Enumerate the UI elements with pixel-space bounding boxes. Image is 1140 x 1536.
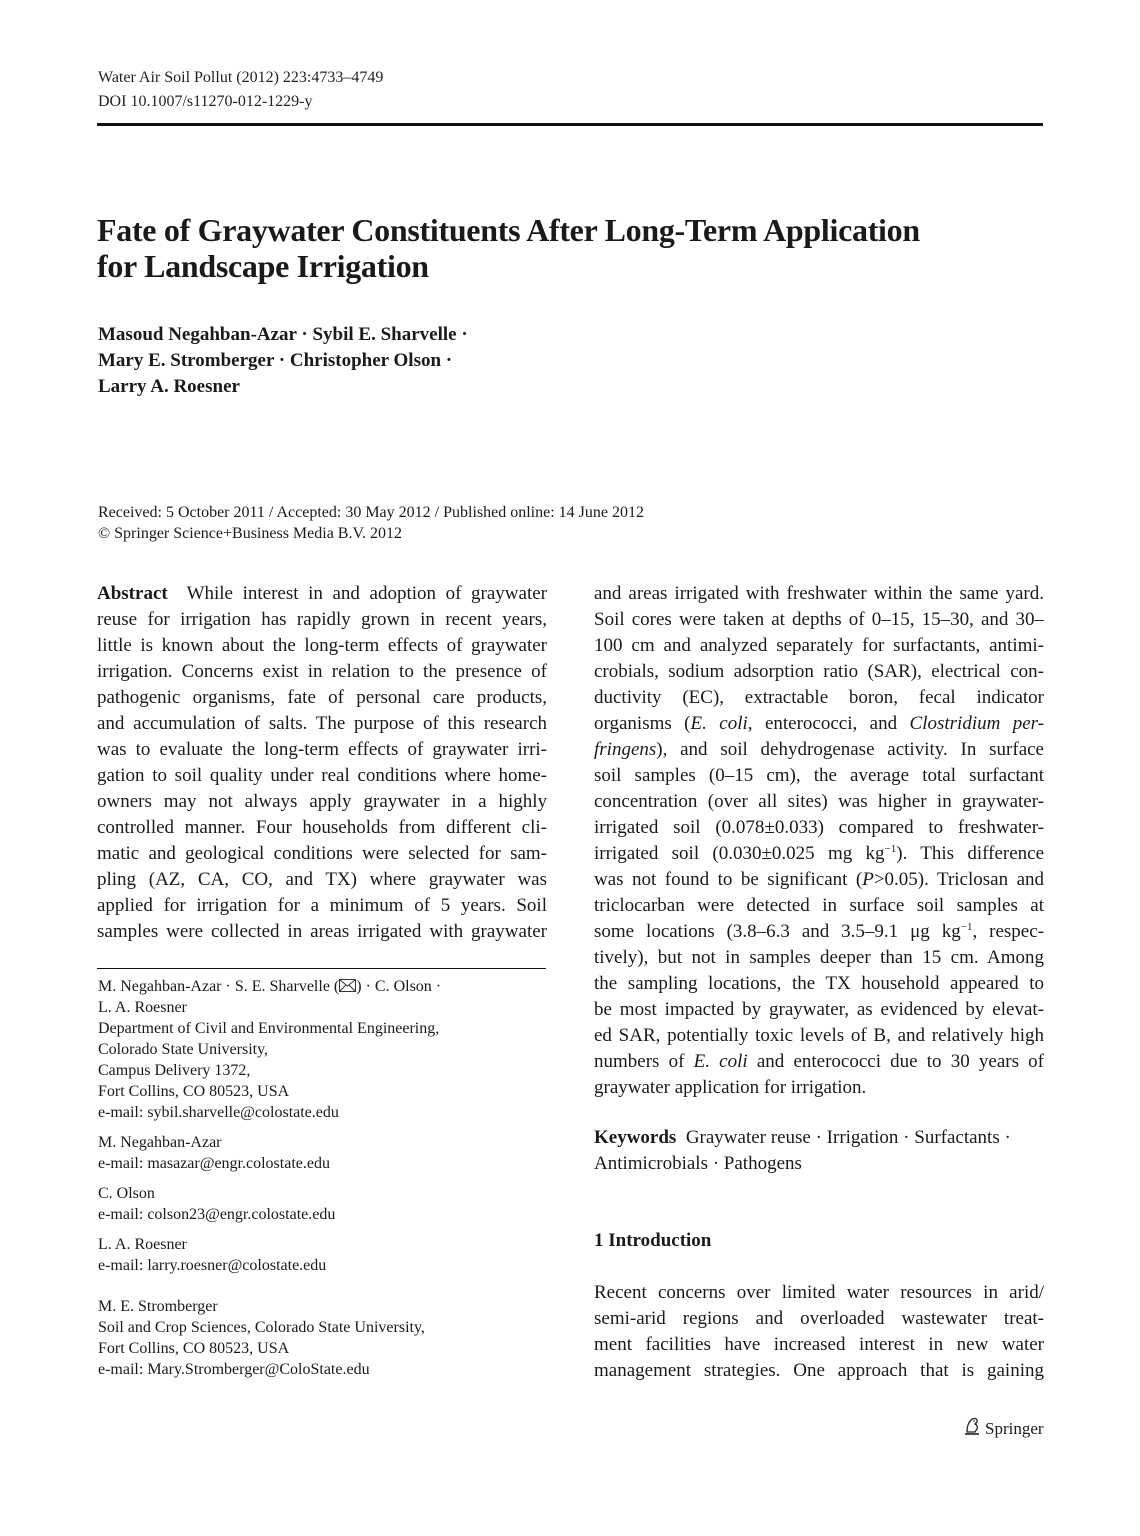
abstract-line: and areas irrigated with freshwater within the same yard. xyxy=(594,583,1044,604)
envelope-icon xyxy=(339,979,356,992)
intro-line: management strategies. One approach that is gaining xyxy=(594,1360,1044,1381)
publisher-name: Springer xyxy=(985,1419,1044,1438)
affiliation-name: C. Olson xyxy=(98,1185,155,1202)
affiliation-roesner xyxy=(98,1234,558,1276)
intro-line: semi-arid regions and overloaded wastewater treat- xyxy=(594,1308,1044,1329)
abstract-line: soil samples (0–15 cm), the average total surfactant xyxy=(594,765,1044,786)
authors-line: Larry A. Roesner xyxy=(98,376,240,397)
affiliation-line: Campus Delivery 1372, xyxy=(98,1062,251,1079)
abstract-line: tively), but not in samples deeper than 15 cm. Among xyxy=(594,947,1044,968)
affiliation-line: Soil and Crop Sciences, Colorado State University, xyxy=(98,1319,425,1336)
abstract-line: concentration (over all sites) was higher in graywater- xyxy=(594,791,1044,812)
affiliation-line: M. Negahban-Azar · S. E. Sharvelle ( ) · C. Olson · xyxy=(98,978,442,995)
abstract-line: graywater application for irrigation. xyxy=(594,1077,867,1098)
affiliations xyxy=(98,976,558,1389)
abstract-line: and accumulation of salts. The purpose of this research xyxy=(97,713,547,734)
abstract-right-column xyxy=(594,581,1044,1101)
affiliation-stromberger xyxy=(98,1296,558,1380)
header-rule xyxy=(97,123,1043,126)
abstract-line: be most impacted by graywater, as evidenced by elevat- xyxy=(594,999,1044,1020)
abstract-line: numbers of E. coli and enterococci due to 30 years of xyxy=(594,1051,1044,1072)
abstract-line: samples were collected in areas irrigated with graywater xyxy=(97,921,547,942)
affiliation-main xyxy=(98,976,558,1123)
affiliation-line: L. A. Roesner xyxy=(98,999,187,1016)
affiliation-line: Fort Collins, CO 80523, USA xyxy=(98,1340,290,1357)
affiliation-line: Fort Collins, CO 80523, USA xyxy=(98,1083,290,1100)
abstract-line: pathogenic organisms, fate of personal care products, xyxy=(97,687,547,708)
doi: DOI 10.1007/s11270-012-1229-y xyxy=(98,93,313,110)
authors-line: Mary E. Stromberger · Christopher Olson · xyxy=(98,350,453,371)
abstract-line: matic and geological conditions were selected for sam- xyxy=(97,843,547,864)
abstract-line: ductivity (EC), extractable boron, fecal indicator xyxy=(594,687,1044,708)
abstract-line: was not found to be significant (P>0.05). Triclosan and xyxy=(594,869,1045,890)
abstract-line: irrigated soil (0.030±0.025 mg $kg^{-1}$). This difference xyxy=(594,843,1045,864)
abstract-line: 100 cm and analyzed separately for surfactants, antimi- xyxy=(594,635,1044,656)
abstract-line: irrigated soil (0.078±0.033) compared to freshwater- xyxy=(594,817,1044,838)
abstract-line: controlled manner. Four households from different cli- xyxy=(97,817,547,838)
abstract-line: owners may not always apply graywater in a highly xyxy=(97,791,547,812)
email-link[interactable]: e-mail: larry.roesner@colostate.edu xyxy=(98,1257,327,1274)
email-link[interactable]: e-mail: masazar@engr.colostate.edu xyxy=(98,1155,330,1172)
email-link[interactable]: e-mail: Mary.Stromberger@ColoState.edu xyxy=(98,1361,370,1378)
keywords-line: Antimicrobials · Pathogens xyxy=(594,1153,802,1174)
abstract-line: applied for irrigation for a minimum of 5 years. Soil xyxy=(97,895,547,916)
affiliation-rule xyxy=(97,968,546,969)
abstract-line: organisms (E. coli, enterococci, and Clostridium per- xyxy=(594,713,1045,734)
abstract-line: Soil cores were taken at depths of 0–15, 15–30, and 30– xyxy=(594,609,1044,630)
abstract-line: irrigation. Concerns exist in relation to the presence of xyxy=(97,661,547,682)
intro-line: ment facilities have increased interest in new water xyxy=(594,1334,1044,1355)
abstract-label: Abstract xyxy=(97,583,168,604)
affiliation-name: M. E. Stromberger xyxy=(98,1298,218,1315)
keywords-label: Keywords xyxy=(594,1127,677,1148)
email-link[interactable]: e-mail: sybil.sharvelle@colostate.edu xyxy=(98,1104,339,1121)
introduction-text xyxy=(594,1280,1044,1384)
abstract-line: gation to soil quality under real conditions where home- xyxy=(97,765,547,786)
keywords xyxy=(594,1125,1044,1177)
abstract-line: triclocarban were detected in surface soil samples at xyxy=(594,895,1044,916)
abstract-line: little is known about the long-term effects of graywater xyxy=(97,635,547,656)
abstract-line: some locations (3.8–6.3 and 3.5–9.1 μg $kg^{-1}$, respec- xyxy=(594,921,1044,942)
intro-line: Recent concerns over limited water resources in arid/ xyxy=(594,1282,1044,1303)
copyright: © Springer Science+Business Media B.V. 2012 xyxy=(98,525,402,542)
publication-dates xyxy=(98,502,644,544)
keywords-line: Keywords Graywater reuse · Irrigation · Surfactants · xyxy=(594,1127,1011,1148)
author-list xyxy=(98,322,468,400)
paper-title xyxy=(97,212,1017,284)
abstract-line: fringens), and soil dehydrogenase activity. In surface xyxy=(594,739,1044,760)
affiliation-line: Department of Civil and Environmental Engineering, xyxy=(98,1020,440,1037)
abstract-line: pling (AZ, CA, CO, and TX) where graywater was xyxy=(97,869,547,890)
history-dates: Received: 5 October 2011 / Accepted: 30 May 2012 / Published online: 14 June 2012 xyxy=(98,504,644,521)
abstract-line: was to evaluate the long-term effects of graywater irri- xyxy=(97,739,547,760)
affiliation-line: Colorado State University, xyxy=(98,1041,269,1058)
title-line: for Landscape Irrigation xyxy=(97,248,429,284)
affiliation-name: L. A. Roesner xyxy=(98,1236,187,1253)
section-heading-introduction: 1 Introduction xyxy=(594,1230,712,1251)
journal-citation: Water Air Soil Pollut (2012) 223:4733–4749 xyxy=(98,69,384,86)
running-header xyxy=(98,66,383,114)
title-line: Fate of Graywater Constituents After Long-Term Application xyxy=(97,212,920,248)
affiliation-olson xyxy=(98,1183,558,1225)
publisher-logo xyxy=(963,1416,1044,1442)
abstract-line: reuse for irrigation has rapidly grown in recent years, xyxy=(97,609,547,630)
abstract-line: the sampling locations, the TX household appeared to xyxy=(594,973,1044,994)
springer-horse-icon xyxy=(963,1416,981,1442)
affiliation-negahban xyxy=(98,1132,558,1174)
abstract-line: Abstract While interest in and adoption of graywater xyxy=(97,583,547,604)
abstract-line: ed SAR, potentially toxic levels of B, and relatively high xyxy=(594,1025,1044,1046)
email-link[interactable]: e-mail: colson23@engr.colostate.edu xyxy=(98,1206,336,1223)
authors-line: Masoud Negahban-Azar · Sybil E. Sharvelle · xyxy=(98,324,468,345)
affiliation-name: M. Negahban-Azar xyxy=(98,1134,222,1151)
abstract-left-column xyxy=(97,581,547,945)
abstract-line: crobials, sodium adsorption ratio (SAR), electrical con- xyxy=(594,661,1044,682)
